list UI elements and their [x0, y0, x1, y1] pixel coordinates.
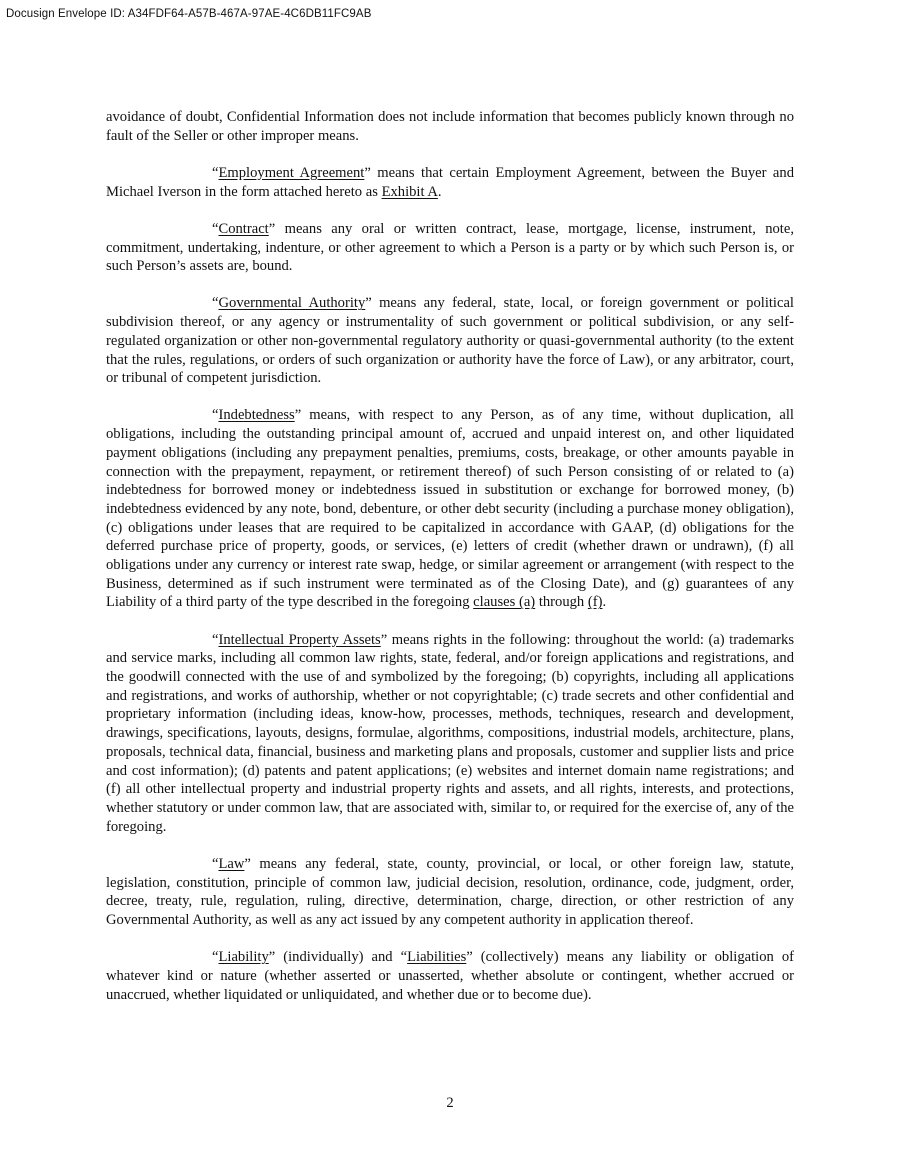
defined-term-employment-agreement: Employment Agreement	[218, 164, 365, 181]
exhibit-reference: Exhibit A	[381, 183, 438, 200]
definition-text: ” means any federal, state, local, or foreign government or political subdivision thereof, or any agency or instrumentality of such government or political subdivision, or any self-regulated organization or other non-governmental regulatory authority or quasi-governmental authority (to the extent that the rules, regulations, or orders of such organization or authority have the force of Law), or any arbitrator, court, or tribunal of competent jurisdiction.	[106, 295, 794, 387]
clause-reference-a: clauses (a)	[473, 594, 536, 611]
definition-intellectual-property-assets	[106, 631, 794, 837]
document-body	[106, 108, 794, 1023]
open-quote: “	[212, 407, 219, 424]
definition-liability	[106, 948, 794, 1004]
docusign-envelope-id: Docusign Envelope ID: A34FDF64-A57B-467A-97AE-4C6DB11FC9AB	[6, 8, 372, 20]
definition-text-end: .	[602, 594, 607, 611]
definition-text: ” means that certain Employment Agreement, between the Buyer and Michael Iverson in the form attached hereto as	[106, 164, 794, 200]
defined-term-law: Law	[218, 855, 245, 872]
definition-text: ” means any federal, state, county, provincial, or local, or other foreign law, statute, legislation, constitution, principle of common law, judicial decision, resolution, ordinance, code, judgment, order, decree, treaty, rule, regulation, ruling, directive, determination, charge, direction, or other restriction of any Governmental Authority, as well as any act issued by any competent authority in application thereof.	[106, 855, 794, 929]
definition-text: ” means any oral or written contract, lease, mortgage, license, instrument, note, commitment, undertaking, indenture, or other agreement to which a Person is a party or by which such Person is, or such Person’s assets are, bound.	[106, 220, 794, 275]
definition-text-end: .	[437, 183, 442, 200]
defined-term-indebtedness: Indebtedness	[218, 407, 295, 424]
defined-term-contract: Contract	[218, 220, 269, 237]
open-quote: “	[212, 295, 219, 312]
definition-contract	[106, 220, 794, 276]
page-number: 2	[446, 1095, 454, 1111]
open-quote: “	[212, 164, 219, 181]
clause-reference-f: (f)	[587, 594, 603, 611]
definition-text: ” means rights in the following: throughout the world: (a) trademarks and service marks, including all common law rights, state, federal, and/or foreign applications and registrations, and the goodwill connected with the use of and symbolized by the foregoing; (b) copyrights, including all applications and registrations, and works of authorship, whether or not copyrightable; (c) trade secrets and other confidential and proprietary information (including ideas, know-how, processes, methods, techniques, research and development, drawings, specifications, layouts, designs, formulae, algorithms, compositions, industrial models, architecture, plans, proposals, technical data, financial, business and marketing plans and proposals, customer and supplier lists and price and cost information); (d) patents and patent applications; (e) websites and internet domain name registrations; and (f) all other intellectual property and industrial property rights and assets, and all rights, interests, and protections, whether statutory or under common law, that are associated with, similar to, or required for the exercise of, any of the foregoing.	[106, 631, 795, 835]
definition-text-through: through	[535, 594, 588, 611]
definition-text: ” (individually) and “	[268, 949, 408, 966]
definition-law	[106, 855, 794, 930]
open-quote: “	[212, 631, 219, 648]
open-quote: “	[212, 220, 219, 237]
definition-text-end: ” (collectively) means any liability or obligation of whatever kind or nature (whether asserted or unasserted, whether absolute or contingent, whether accrued or unaccrued, whether liquidated or unliquidated, and whether due or to become due).	[106, 949, 794, 1003]
definition-text: ” means, with respect to any Person, as of any time, without duplication, all obligations, including the outstanding principal amount of, accrued and unpaid interest on, and other liquidated payment obligations (including any prepayment penalties, premiums, costs, breakage, or other amounts payable in connection with the prepayment, repayment, or retirement thereof) of such Person consisting of or related to (a) indebtedness for borrowed money or indebtedness issued in substitution or exchange for borrowed money, (b) indebtedness evidenced by any note, bond, debenture, or other debt security (including a purchase money obligation), (c) obligations under leases that are required to be capitalized in accordance with GAAP, (d) obligations for the deferred purchase price of property, goods, or services, (e) letters of credit (whether drawn or undrawn), (f) all obligations under any currency or interest rate swap, hedge, or similar agreement or arrangement (with respect to the Business, determined as if such instrument were terminated as of the Closing Date), and (g) guarantees of any Liability of a third party of the type described in the foregoing	[106, 407, 794, 611]
open-quote: “	[212, 949, 219, 966]
definition-indebtedness	[106, 406, 794, 612]
defined-term-intellectual-property-assets: Intellectual Property Assets	[218, 631, 381, 648]
open-quote: “	[212, 855, 219, 872]
definition-governmental-authority	[106, 294, 794, 388]
paragraph-confidential-tail: avoidance of doubt, Confidential Information does not include information that becomes publicly known through no fault of the Seller or other improper means.	[106, 109, 794, 144]
defined-term-liability: Liability	[218, 949, 269, 966]
definition-employment-agreement	[106, 164, 794, 201]
defined-term-liabilities: Liabilities	[407, 949, 467, 966]
defined-term-governmental-authority: Governmental Authority	[218, 295, 366, 312]
